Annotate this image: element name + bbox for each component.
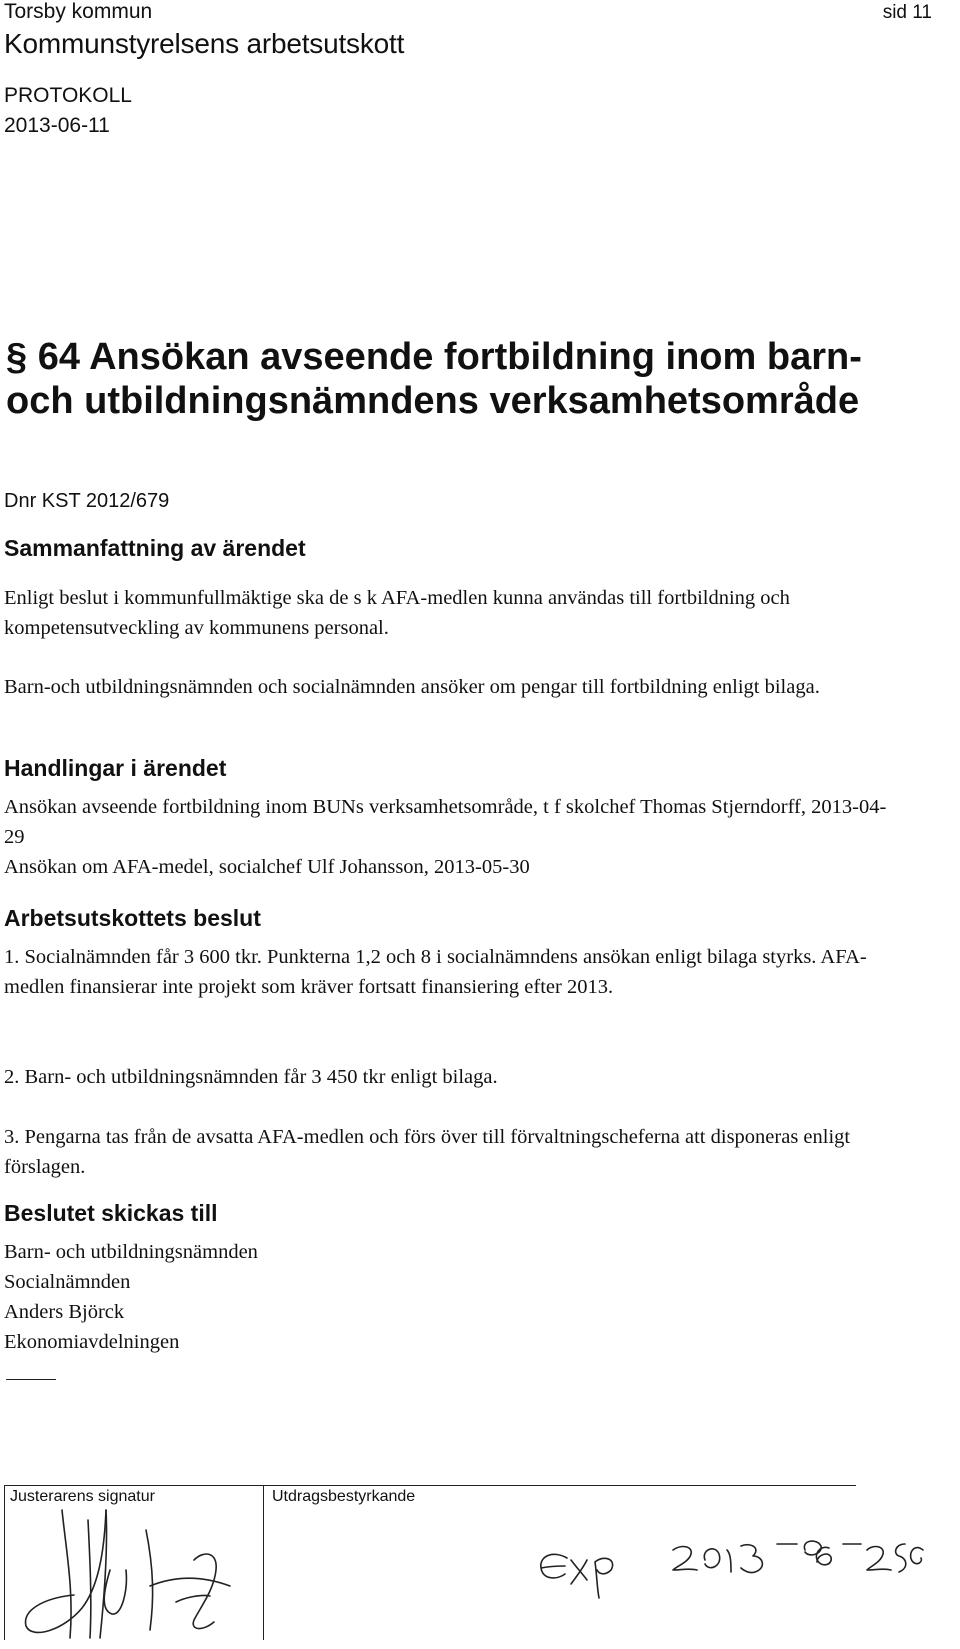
document-type: PROTOKOLL: [4, 84, 132, 107]
recipient: Barn- och utbildningsnämnden: [4, 1241, 258, 1263]
handwritten-dispatch-note: [505, 1510, 925, 1600]
summary-paragraph: Enligt beslut i kommunfullmäktige ska de s k AFA-medlen kunna användas till fortbildning och kompetensutveckling av kommunens personal.: [4, 587, 790, 639]
document-item: Ansökan om AFA-medel, socialchef Ulf Johansson, 2013-05-30: [4, 856, 530, 878]
signature-label: Justerarens signatur: [10, 1488, 155, 1505]
meeting-date: 2013-06-11: [4, 114, 110, 137]
decision-item: 3. Pengarna tas från de avsatta AFA-medlen och förs över till förvaltningscheferna att disponeras enligt förslagen.: [4, 1126, 851, 1178]
recipient: Ekonomiavdelningen: [4, 1331, 180, 1353]
decision-item: 2. Barn- och utbildningsnämnden får 3 450 tkr enligt bilaga.: [4, 1066, 498, 1088]
summary-paragraph: Barn-och utbildningsnämnden och socialnämnden ansöker om pengar till fortbildning enligt bilaga.: [4, 676, 820, 698]
recipient: Socialnämnden: [4, 1271, 131, 1293]
committee-name: Kommunstyrelsens arbetsutskott: [4, 28, 405, 59]
send-to-heading: Beslutet skickas till: [4, 1200, 218, 1226]
documents-heading: Handlingar i ärendet: [4, 755, 227, 781]
decision-item: 1. Socialnämnden får 3 600 tkr. Punkterna 1,2 och 8 i socialnämndens ansökan enligt bilaga styrks. AFA-medlen finansierar inte projekt som kräver fortsatt finansiering efter 2013.: [4, 946, 867, 998]
organization-name: Torsby kommun: [4, 0, 153, 23]
page-number: sid 11: [882, 2, 932, 23]
summary-heading: Sammanfattning av ärendet: [4, 535, 306, 561]
end-divider: [6, 1379, 56, 1380]
page-title: § 64 Ansökan avseende fortbildning inom barn- och utbildningsnämndens verksamhetsområde: [6, 336, 862, 422]
recipient-list: [4, 1237, 904, 1357]
recipient: Anders Björck: [4, 1301, 125, 1323]
extract-certification-label: Utdragsbestyrkande: [272, 1488, 416, 1505]
document-item: Ansökan avseende fortbildning inom BUNs verksamhetsområde, t f skolchef Thomas Stjerndorff, 2013-04-29: [4, 796, 887, 848]
decision-heading: Arbetsutskottets beslut: [4, 905, 261, 931]
handwritten-signature: [4, 1490, 254, 1640]
case-number: Dnr KST 2012/679: [4, 490, 170, 512]
